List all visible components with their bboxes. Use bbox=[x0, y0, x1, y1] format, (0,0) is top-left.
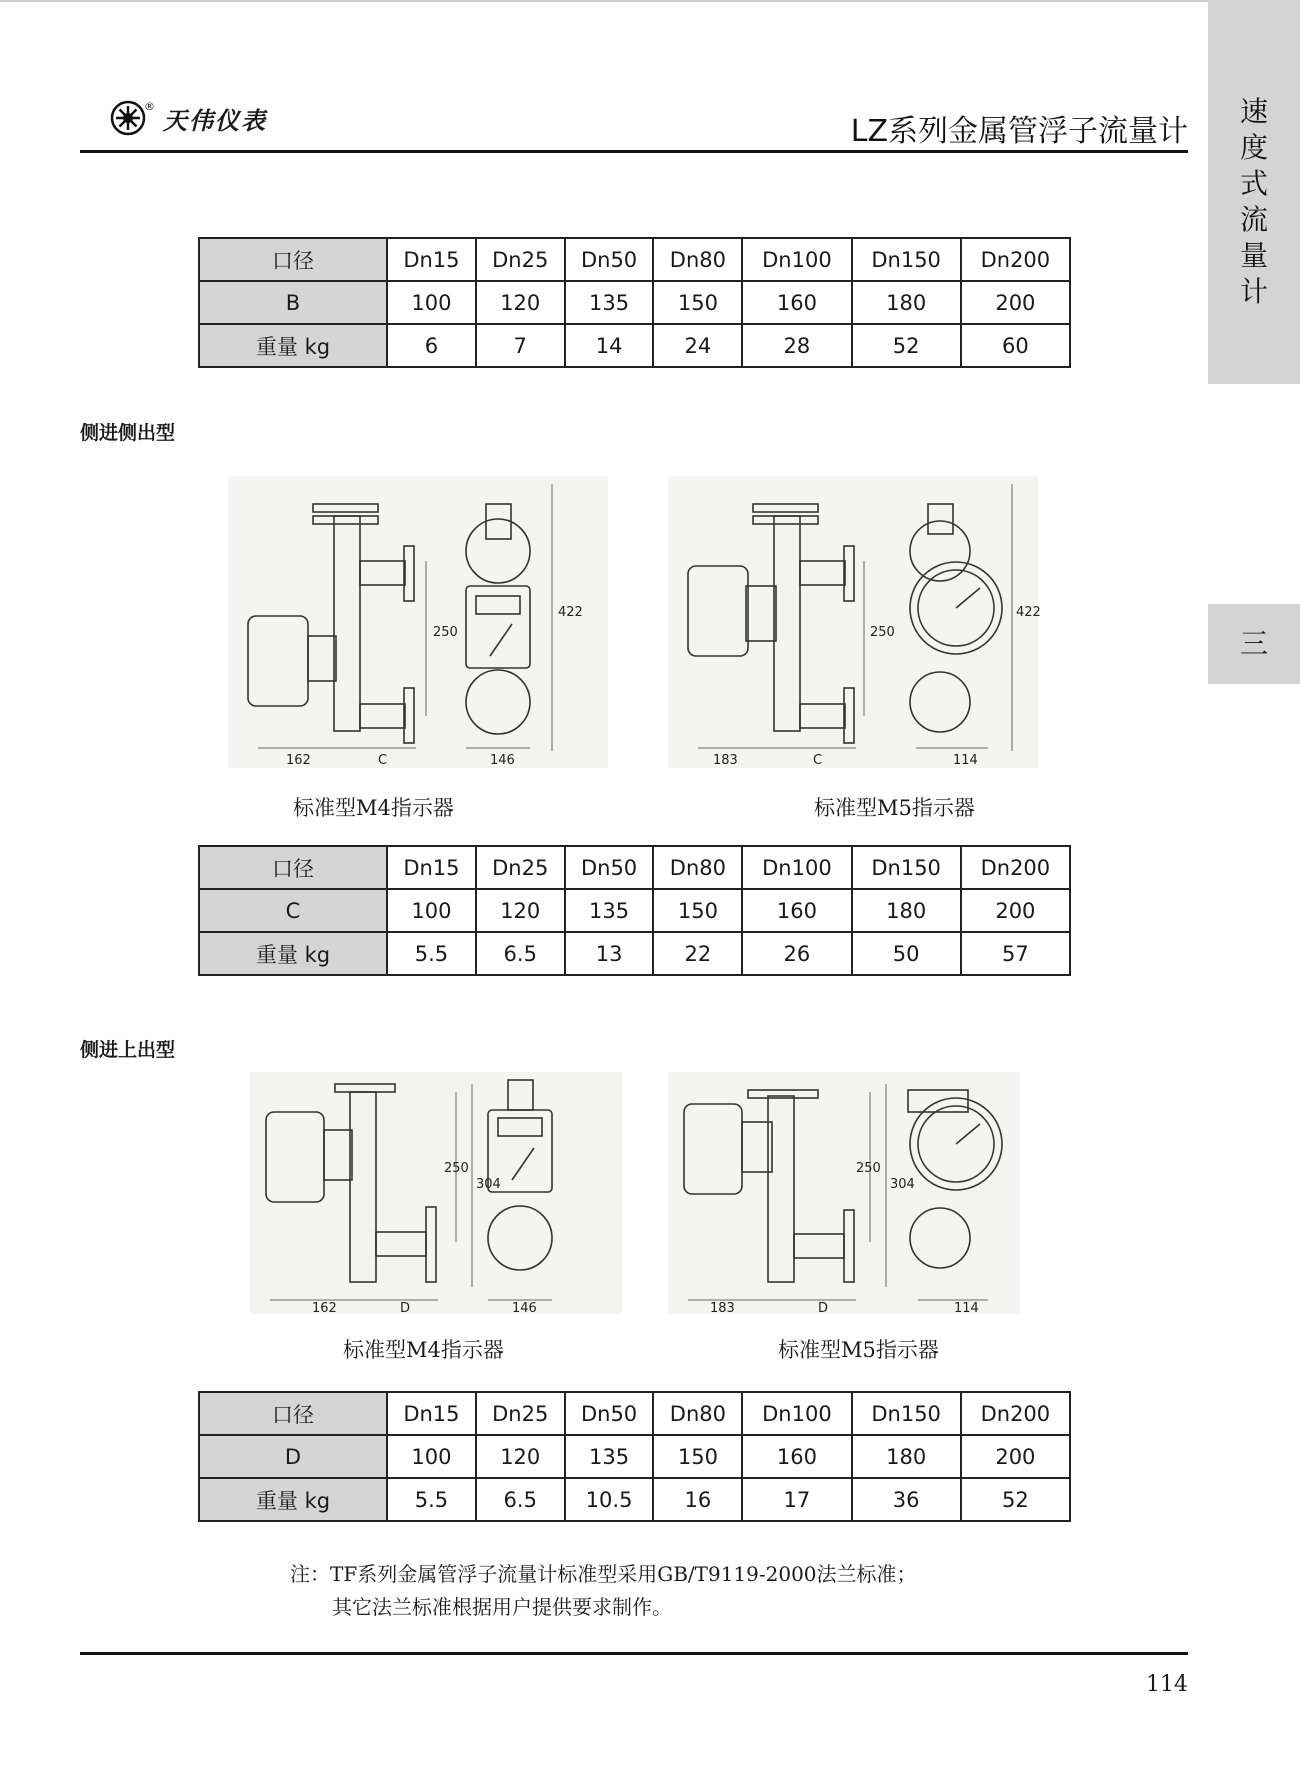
table-cell: 6 bbox=[387, 324, 476, 367]
table-row bbox=[199, 932, 1070, 975]
table-cell: Dn150 bbox=[852, 846, 961, 889]
table-cell: 180 bbox=[852, 889, 961, 932]
dimension-label: 250 bbox=[870, 625, 895, 640]
table-header-cell: 重量 kg bbox=[199, 324, 387, 367]
table-row bbox=[199, 1392, 1070, 1435]
chapter-number: 三 bbox=[1239, 627, 1268, 660]
registered-mark: ® bbox=[144, 100, 155, 113]
table-cell: 7 bbox=[476, 324, 565, 367]
dimension-label: 114 bbox=[953, 753, 978, 768]
drawing-top-out-m4 bbox=[250, 1072, 622, 1314]
caption-top-out-m4: 标准型M4指示器 bbox=[343, 1338, 504, 1362]
dimension-label: D bbox=[818, 1301, 829, 1316]
dimension-label: 146 bbox=[512, 1301, 537, 1316]
caption-side-out-m4: 标准型M4指示器 bbox=[293, 796, 454, 820]
dimension-table-c bbox=[198, 845, 1071, 976]
table-cell: Dn80 bbox=[653, 846, 742, 889]
footnote-line: 注：TF系列金属管浮子流量计标准型采用GB/T9119-2000法兰标准； bbox=[290, 1562, 917, 1586]
table-cell: 135 bbox=[565, 281, 654, 324]
category-char: 计 bbox=[1239, 275, 1268, 308]
table-cell: 120 bbox=[476, 281, 565, 324]
table-cell: 36 bbox=[852, 1478, 961, 1521]
sidebar-category-tab bbox=[1208, 0, 1300, 384]
footnote-line: 其它法兰标准根据用户提供要求制作。 bbox=[332, 1595, 672, 1619]
table-cell: 50 bbox=[852, 932, 961, 975]
table-cell: 150 bbox=[653, 1435, 742, 1478]
drawing-top-out-m5 bbox=[668, 1072, 1020, 1314]
category-char: 量 bbox=[1239, 239, 1268, 272]
table-cell: 160 bbox=[742, 889, 851, 932]
table-header-cell: 重量 kg bbox=[199, 1478, 387, 1521]
table-row bbox=[199, 1478, 1070, 1521]
dimension-label: 162 bbox=[286, 753, 311, 768]
top-border bbox=[0, 0, 1300, 2]
table-cell: 60 bbox=[961, 324, 1070, 367]
dimension-label: 146 bbox=[490, 753, 515, 768]
dimension-label: 250 bbox=[444, 1161, 469, 1176]
table-cell: Dn25 bbox=[476, 1392, 565, 1435]
dimension-label: C bbox=[378, 753, 388, 768]
dimension-label: 183 bbox=[710, 1301, 735, 1316]
category-char: 速 bbox=[1239, 95, 1268, 128]
table-cell: 26 bbox=[742, 932, 851, 975]
dimension-label: C bbox=[813, 753, 823, 768]
table-cell: Dn200 bbox=[961, 1392, 1070, 1435]
category-char: 流 bbox=[1239, 203, 1268, 236]
table-cell: 24 bbox=[653, 324, 742, 367]
table-cell: 100 bbox=[387, 1435, 476, 1478]
table-cell: 14 bbox=[565, 324, 654, 367]
table-row bbox=[199, 238, 1070, 281]
table-cell: Dn50 bbox=[565, 238, 654, 281]
table-cell: 200 bbox=[961, 281, 1070, 324]
table-header-cell: B bbox=[199, 281, 387, 324]
table-cell: 13 bbox=[565, 932, 654, 975]
sidebar-chapter-tab bbox=[1208, 604, 1300, 684]
drawing-side-out-m4 bbox=[228, 476, 608, 768]
table-cell: Dn100 bbox=[742, 238, 851, 281]
dimension-label: 162 bbox=[312, 1301, 337, 1316]
table-cell: 100 bbox=[387, 889, 476, 932]
section-label-top-out: 侧进上出型 bbox=[80, 1039, 176, 1061]
table-header-cell: C bbox=[199, 889, 387, 932]
dimension-label: D bbox=[400, 1301, 411, 1316]
table-cell: 160 bbox=[742, 1435, 851, 1478]
dimension-label: 250 bbox=[433, 625, 458, 640]
section-label-side-out: 侧进侧出型 bbox=[80, 422, 176, 444]
caption-side-out-m5: 标准型M5指示器 bbox=[814, 796, 975, 820]
brand-name: 天伟仪表 bbox=[163, 105, 267, 135]
table-cell: Dn15 bbox=[387, 1392, 476, 1435]
table-cell: 180 bbox=[852, 1435, 961, 1478]
table-row bbox=[199, 1435, 1070, 1478]
brand-logo bbox=[110, 100, 267, 136]
table-row bbox=[199, 889, 1070, 932]
table-cell: Dn100 bbox=[742, 1392, 851, 1435]
table-cell: 22 bbox=[653, 932, 742, 975]
table-cell: Dn15 bbox=[387, 846, 476, 889]
table-header-cell: 口径 bbox=[199, 846, 387, 889]
dimension-table-b bbox=[198, 237, 1071, 368]
table-cell: Dn150 bbox=[852, 1392, 961, 1435]
table-cell: Dn25 bbox=[476, 238, 565, 281]
table-cell: 135 bbox=[565, 889, 654, 932]
table-cell: 5.5 bbox=[387, 1478, 476, 1521]
table-cell: 16 bbox=[653, 1478, 742, 1521]
table-cell: Dn50 bbox=[565, 846, 654, 889]
table-cell: Dn50 bbox=[565, 1392, 654, 1435]
drawing-side-out-m5 bbox=[668, 476, 1041, 768]
table-cell: 5.5 bbox=[387, 932, 476, 975]
table-cell: 200 bbox=[961, 1435, 1070, 1478]
table-cell: 6.5 bbox=[476, 1478, 565, 1521]
table-cell: Dn80 bbox=[653, 238, 742, 281]
page-number: 114 bbox=[1146, 1672, 1188, 1697]
table-row bbox=[199, 324, 1070, 367]
table-cell: Dn150 bbox=[852, 238, 961, 281]
table-cell: Dn15 bbox=[387, 238, 476, 281]
table-cell: 17 bbox=[742, 1478, 851, 1521]
table-cell: 52 bbox=[961, 1478, 1070, 1521]
table-cell: 120 bbox=[476, 1435, 565, 1478]
table-header-cell: D bbox=[199, 1435, 387, 1478]
dimension-label: 304 bbox=[476, 1177, 501, 1192]
table-row bbox=[199, 846, 1070, 889]
dimension-label: 422 bbox=[1016, 605, 1041, 620]
table-cell: 135 bbox=[565, 1435, 654, 1478]
table-cell: 150 bbox=[653, 889, 742, 932]
dimension-label: 304 bbox=[890, 1177, 915, 1192]
category-char: 式 bbox=[1239, 167, 1268, 200]
category-char: 度 bbox=[1239, 131, 1268, 164]
table-cell: Dn200 bbox=[961, 846, 1070, 889]
caption-top-out-m5: 标准型M5指示器 bbox=[778, 1338, 939, 1362]
page-title: LZ系列金属管浮子流量计 bbox=[850, 114, 1188, 149]
table-cell: Dn200 bbox=[961, 238, 1070, 281]
table-cell: 52 bbox=[852, 324, 961, 367]
table-cell: 100 bbox=[387, 281, 476, 324]
table-cell: 120 bbox=[476, 889, 565, 932]
table-cell: 57 bbox=[961, 932, 1070, 975]
header-divider bbox=[80, 150, 1188, 153]
table-cell: 200 bbox=[961, 889, 1070, 932]
footer-divider bbox=[80, 1652, 1188, 1655]
dimension-label: 114 bbox=[954, 1301, 979, 1316]
dimension-label: 250 bbox=[856, 1161, 881, 1176]
table-cell: 28 bbox=[742, 324, 851, 367]
table-cell: 10.5 bbox=[565, 1478, 654, 1521]
table-cell: 180 bbox=[852, 281, 961, 324]
footnote bbox=[290, 1558, 917, 1624]
table-cell: 160 bbox=[742, 281, 851, 324]
table-cell: 6.5 bbox=[476, 932, 565, 975]
table-row bbox=[199, 281, 1070, 324]
table-cell: Dn100 bbox=[742, 846, 851, 889]
brand-mark-icon bbox=[110, 100, 146, 136]
table-header-cell: 口径 bbox=[199, 1392, 387, 1435]
table-cell: Dn25 bbox=[476, 846, 565, 889]
table-header-cell: 重量 kg bbox=[199, 932, 387, 975]
dimension-label: 183 bbox=[713, 753, 738, 768]
table-cell: 150 bbox=[653, 281, 742, 324]
table-cell: Dn80 bbox=[653, 1392, 742, 1435]
table-header-cell: 口径 bbox=[199, 238, 387, 281]
dimension-label: 422 bbox=[558, 605, 583, 620]
dimension-table-d bbox=[198, 1391, 1071, 1522]
